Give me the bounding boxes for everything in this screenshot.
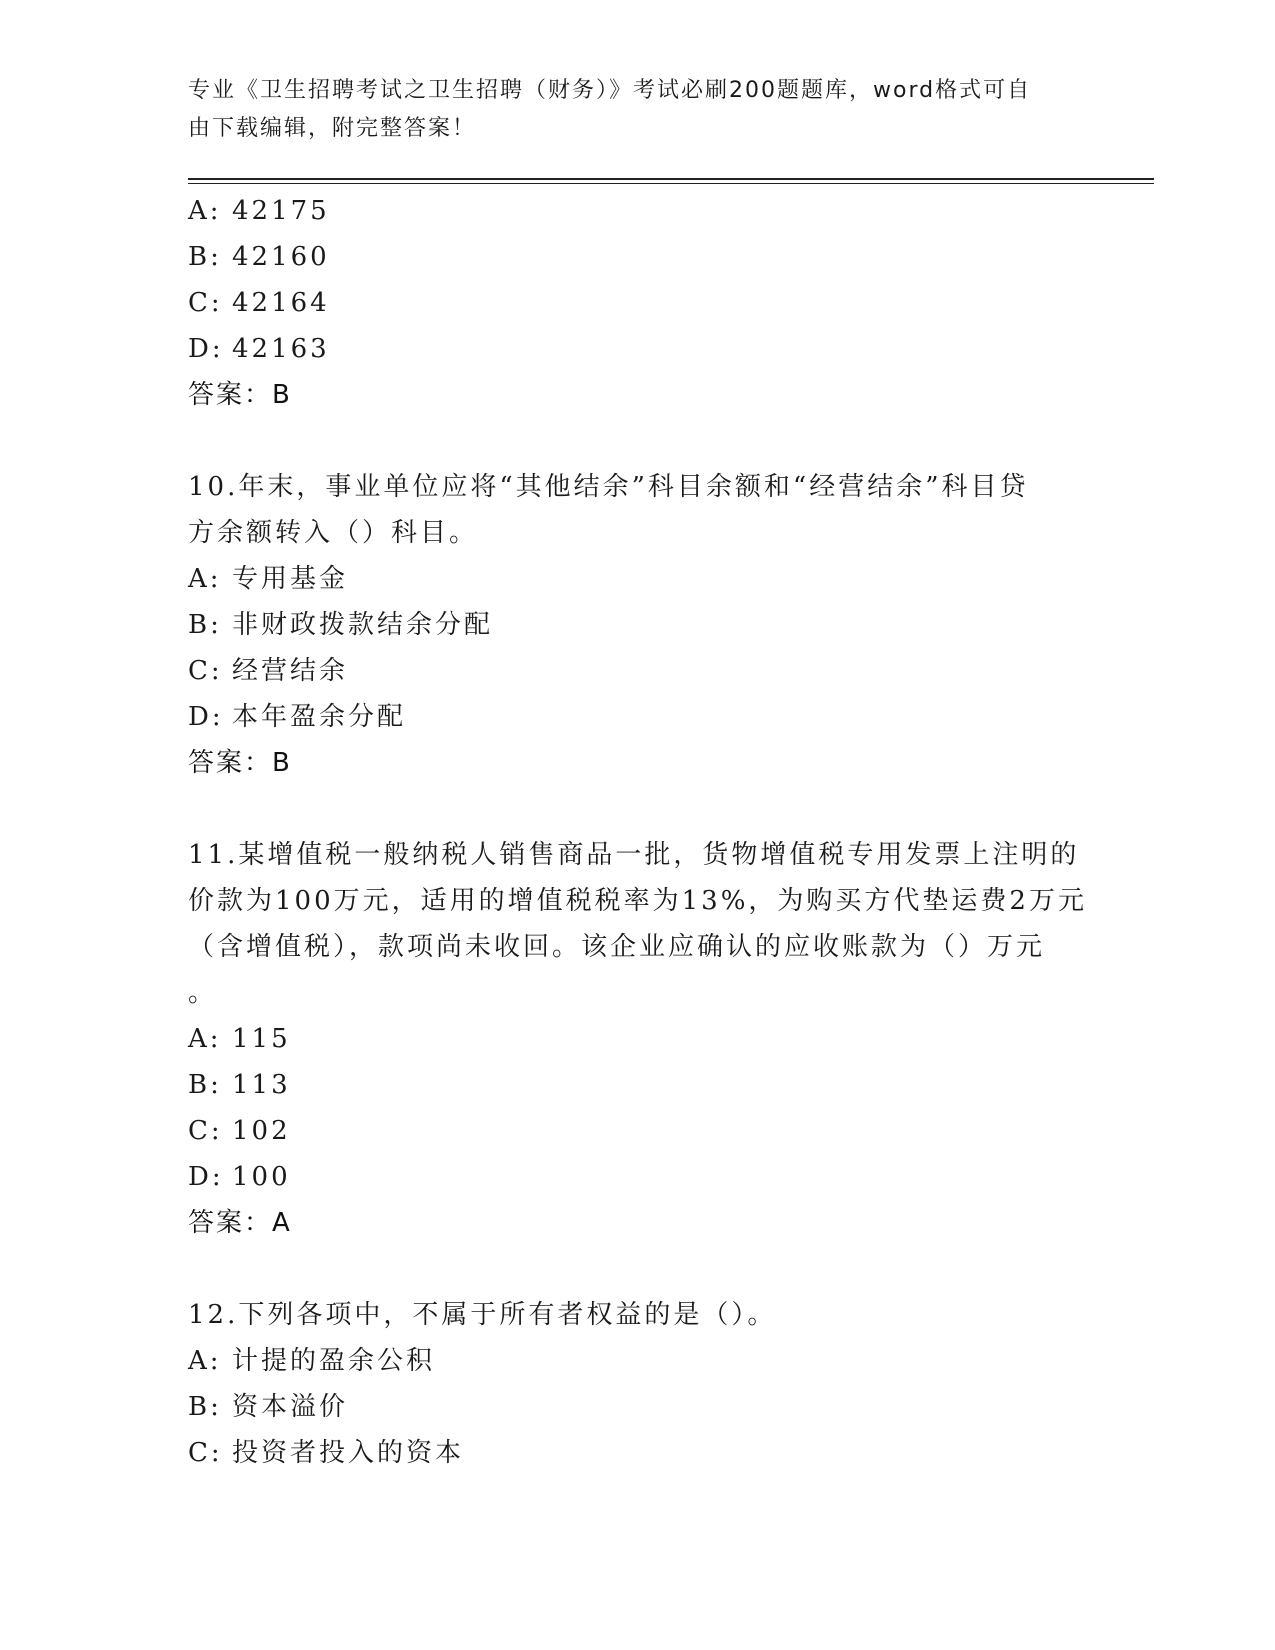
option-text: 42164 bbox=[232, 288, 330, 318]
header-line-1: 专业《卫生招聘考试之卫生招聘（财务）》考试必刷200题题库，word格式可自 bbox=[188, 78, 1032, 103]
option-text: 专用基金 bbox=[232, 564, 349, 594]
option-text: 经营结余 bbox=[232, 656, 349, 686]
answer-line: 答案：A bbox=[188, 1208, 292, 1238]
option-text: 资本溢价 bbox=[232, 1392, 349, 1422]
option-text: 投资者投入的资本 bbox=[232, 1438, 465, 1468]
option-label: C: bbox=[188, 656, 223, 686]
option-text: 42160 bbox=[232, 242, 330, 272]
spacer bbox=[188, 418, 1088, 464]
option-label: D: bbox=[188, 1162, 224, 1192]
option-c bbox=[188, 280, 1088, 326]
option-label: C: bbox=[188, 1438, 223, 1468]
option-label: A: bbox=[188, 1024, 222, 1054]
question-list bbox=[188, 188, 1088, 1476]
question-11 bbox=[188, 832, 1088, 1246]
question-stem-line: （含增值税），款项尚未收回。该企业应确认的应收账款为（）万元 bbox=[188, 932, 1046, 962]
option-c bbox=[188, 1430, 1088, 1476]
option-label: B: bbox=[188, 242, 222, 272]
option-b bbox=[188, 1062, 1088, 1108]
option-d bbox=[188, 1154, 1088, 1200]
option-a bbox=[188, 188, 1088, 234]
option-c bbox=[188, 648, 1088, 694]
spacer bbox=[188, 1246, 1088, 1292]
question-12 bbox=[188, 1292, 1088, 1476]
answer-line: 答案：B bbox=[188, 748, 292, 778]
option-text: 100 bbox=[232, 1162, 291, 1192]
option-label: C: bbox=[188, 1116, 223, 1146]
header-line-2: 由下载编辑，附完整答案！ bbox=[188, 116, 477, 141]
option-c bbox=[188, 1108, 1088, 1154]
option-label: B: bbox=[188, 1070, 222, 1100]
option-d bbox=[188, 326, 1088, 372]
option-a bbox=[188, 1338, 1088, 1384]
header-divider-thick bbox=[188, 178, 1154, 180]
question-stem-line: 12.下列各项中，不属于所有者权益的是（）。 bbox=[188, 1300, 777, 1330]
option-text: 计提的盈余公积 bbox=[232, 1346, 436, 1376]
question-stem-line: 价款为100万元，适用的增值税税率为13%，为购买方代垫运费2万元 bbox=[188, 886, 1087, 916]
option-b bbox=[188, 234, 1088, 280]
option-label: B: bbox=[188, 610, 222, 640]
option-b bbox=[188, 602, 1088, 648]
question-10 bbox=[188, 464, 1088, 786]
option-label: C: bbox=[188, 288, 223, 318]
option-a bbox=[188, 556, 1088, 602]
document-header bbox=[188, 72, 1068, 148]
option-text: 42163 bbox=[232, 334, 330, 364]
question-stem-line: 方余额转入（）科目。 bbox=[188, 518, 479, 548]
option-label: A: bbox=[188, 564, 222, 594]
option-text: 42175 bbox=[232, 196, 330, 226]
option-text: 本年盈余分配 bbox=[232, 702, 407, 732]
option-text: 115 bbox=[232, 1024, 291, 1054]
option-label: B: bbox=[188, 1392, 222, 1422]
header-divider-thin bbox=[188, 183, 1154, 184]
option-a bbox=[188, 1016, 1088, 1062]
option-d bbox=[188, 694, 1088, 740]
option-b bbox=[188, 1384, 1088, 1430]
question-stem-line: 10.年末，事业单位应将“其他结余”科目余额和“经营结余”科目贷 bbox=[188, 472, 1029, 502]
spacer bbox=[188, 786, 1088, 832]
option-text: 113 bbox=[232, 1070, 291, 1100]
answer-line: 答案：B bbox=[188, 380, 292, 410]
question-stem-line: 11.某增值税一般纳税人销售商品一批，货物增值税专用发票上注明的 bbox=[188, 840, 1080, 870]
option-label: D: bbox=[188, 334, 224, 364]
option-label: A: bbox=[188, 196, 222, 226]
question-9 bbox=[188, 188, 1088, 418]
option-text: 非财政拨款结余分配 bbox=[232, 610, 494, 640]
question-stem-line: 。 bbox=[188, 978, 218, 1008]
option-label: A: bbox=[188, 1346, 222, 1376]
option-text: 102 bbox=[232, 1116, 291, 1146]
option-label: D: bbox=[188, 702, 224, 732]
